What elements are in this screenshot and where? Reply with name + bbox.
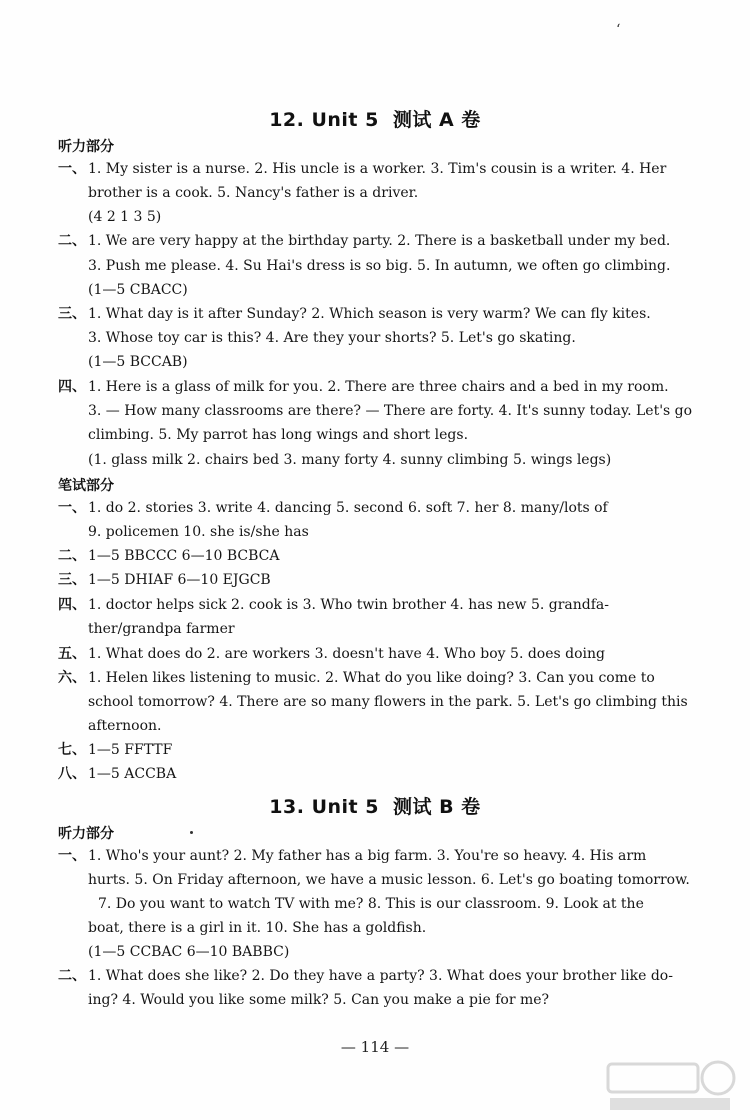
- question-line: 一、 1. Who's your aunt? 2. My father has a big farm. 3. You're so heavy. 4. His arm: [58, 848, 647, 864]
- question-line: ther/grandpa farmer: [88, 621, 235, 637]
- answer-line: (1—5 CBACC): [88, 282, 188, 298]
- section-title-text: 测试 B 卷: [392, 796, 481, 818]
- question-line: brother is a cook. 5. Nancy's father is a driver.: [88, 185, 419, 201]
- question-line: 八、 1—5 ACCBA: [58, 766, 177, 782]
- question-line: 7. Do you want to watch TV with me? 8. This is our classroom. 9. Look at the: [98, 896, 644, 912]
- question-line: 三、 1—5 DHIAF 6—10 EJGCB: [58, 572, 271, 588]
- watermark-logo: [600, 1056, 740, 1114]
- question-line: boat, there is a girl in it. 10. She has a goldfish.: [88, 920, 427, 936]
- section-title-number: 12. Unit 5: [269, 109, 379, 131]
- question-line: 3. — How many classrooms are there? — There are forty. 4. It's sunny today. Let's go: [88, 403, 693, 419]
- question-line: afternoon.: [88, 718, 162, 734]
- question-line: 一、 1. My sister is a nurse. 2. His uncle is a worker. 3. Tim's cousin is a writer. 4. Her: [58, 161, 667, 177]
- question-line: 七、 1—5 FFTTF: [58, 742, 173, 758]
- speck: [190, 831, 193, 834]
- question-line: 一、 1. do 2. stories 3. write 4. dancing 5. second 6. soft 7. her 8. many/lots of: [58, 500, 608, 516]
- question-line: 二、 1—5 BBCCC 6—10 BCBCA: [58, 548, 280, 564]
- answer-line: (1. glass milk 2. chairs bed 3. many forty 4. sunny climbing 5. wings legs): [88, 452, 612, 468]
- page-number: — 114 —: [340, 1038, 410, 1056]
- section-title-number: 13. Unit 5: [269, 796, 379, 818]
- question-line: 四、 1. doctor helps sick 2. cook is 3. Who twin brother 4. has new 5. grandfa-: [58, 597, 609, 613]
- question-line: hurts. 5. On Friday afternoon, we have a music lesson. 6. Let's go boating tomorrow.: [88, 872, 690, 888]
- question-line: 六、 1. Helen likes listening to music. 2. What do you like doing? 3. Can you come to: [58, 670, 655, 686]
- question-line: 三、 1. What day is it after Sunday? 2. Which season is very warm? We can fly kites.: [58, 306, 651, 322]
- question-line: 9. policemen 10. she is/she has: [88, 524, 309, 540]
- answer-line: (1—5 BCCAB): [88, 354, 188, 370]
- listening-heading: 听力部分: [58, 826, 114, 842]
- question-line: climbing. 5. My parrot has long wings and short legs.: [88, 427, 469, 443]
- question-line: 五、 1. What does do 2. are workers 3. doesn't have 4. Who boy 5. does doing: [58, 646, 605, 662]
- question-line: 二、 1. What does she like? 2. Do they have a party? 3. What does your brother like do-: [58, 968, 673, 984]
- corner-mark: ʻ: [616, 22, 621, 38]
- question-line: ing? 4. Would you like some milk? 5. Can you make a pie for me?: [88, 992, 550, 1008]
- question-line: 四、 1. Here is a glass of milk for you. 2. There are three chairs and a bed in my room.: [58, 379, 669, 395]
- section-title-13: [0, 792, 750, 819]
- answer-line: (1—5 CCBAC 6—10 BABBC): [88, 944, 290, 960]
- section-title-text: 测试 A 卷: [392, 109, 481, 131]
- writing-heading: 笔试部分: [58, 478, 114, 494]
- section-title-12: [0, 105, 750, 132]
- listening-heading: 听力部分: [58, 139, 114, 155]
- question-line: 3. Whose toy car is this? 4. Are they your shorts? 5. Let's go skating.: [88, 330, 576, 346]
- question-line: school tomorrow? 4. There are so many flowers in the park. 5. Let's go climbing this: [88, 694, 688, 710]
- question-line: 3. Push me please. 4. Su Hai's dress is so big. 5. In autumn, we often go climbing.: [88, 258, 671, 274]
- question-line: 二、 1. We are very happy at the birthday party. 2. There is a basketball under my bed.: [58, 233, 671, 249]
- answer-line: (4 2 1 3 5): [88, 209, 162, 225]
